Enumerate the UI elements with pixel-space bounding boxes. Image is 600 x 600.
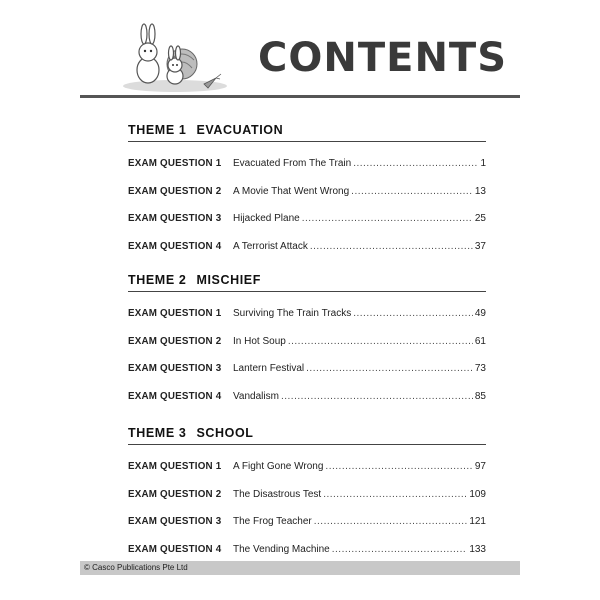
page-number: 37 — [474, 240, 486, 252]
page-number: 73 — [474, 363, 486, 374]
page-number: 109 — [469, 488, 486, 500]
copyright-footer: © Casco Publications Pte Ltd — [80, 561, 520, 575]
question-title: A Fight Gone Wrong — [233, 461, 324, 472]
question-label: EXAM QUESTION 3 — [128, 516, 222, 527]
question-title: A Movie That Went Wrong — [233, 185, 350, 197]
page-number: 13 — [474, 185, 486, 197]
question-title: A Terrorist Attack — [233, 240, 308, 252]
theme-number: THEME 1 — [128, 123, 187, 137]
question-title: In Hot Soup — [233, 335, 286, 347]
question-title: The Disastrous Test — [233, 488, 322, 500]
theme-section — [128, 273, 486, 410]
theme-number: THEME 2 — [128, 273, 187, 287]
toc-entry[interactable] — [128, 150, 486, 178]
dot-leader — [351, 178, 473, 206]
dot-leader — [323, 481, 467, 509]
question-title: The Frog Teacher — [233, 516, 312, 527]
theme-name: MISCHIEF — [196, 273, 261, 287]
theme-name: EVACUATION — [196, 123, 284, 137]
toc-entry[interactable] — [128, 481, 486, 509]
theme-section — [128, 123, 486, 260]
dot-leader — [332, 536, 468, 564]
question-title: The Vending Machine — [233, 543, 330, 555]
title-divider — [80, 95, 520, 98]
toc-entry[interactable] — [128, 383, 486, 411]
page-number: 1 — [480, 158, 486, 169]
theme-heading — [128, 426, 486, 445]
dot-leader — [281, 383, 473, 411]
theme-number: THEME 3 — [128, 426, 187, 440]
rabbit-small-icon — [167, 46, 183, 84]
dot-leader — [310, 233, 473, 261]
question-label: EXAM QUESTION 2 — [128, 185, 222, 197]
toc-entry[interactable] — [128, 355, 486, 383]
question-title: Evacuated From The Train — [233, 158, 352, 169]
question-title: Vandalism — [233, 390, 279, 402]
question-title: Surviving The Train Tracks — [233, 308, 352, 319]
page-number: 133 — [469, 543, 486, 555]
toc-entry[interactable] — [128, 328, 486, 356]
question-label: EXAM QUESTION 1 — [128, 158, 222, 169]
dot-leader — [302, 205, 473, 233]
question-label: EXAM QUESTION 3 — [128, 213, 222, 224]
page-number: 97 — [474, 461, 486, 472]
question-label: EXAM QUESTION 4 — [128, 240, 222, 252]
page-number: 25 — [474, 213, 486, 224]
page-number: 49 — [474, 308, 486, 319]
question-label: EXAM QUESTION 4 — [128, 390, 222, 402]
rabbit-icon — [137, 24, 159, 83]
page-title: CONTENTS — [258, 35, 508, 81]
toc-entry[interactable] — [128, 233, 486, 261]
question-title: Lantern Festival — [233, 363, 305, 374]
dot-leader — [306, 355, 473, 383]
dot-leader — [325, 453, 472, 481]
dot-leader — [353, 300, 473, 328]
dot-leader — [314, 508, 468, 536]
question-label: EXAM QUESTION 2 — [128, 488, 222, 500]
theme-section — [128, 426, 486, 563]
page-number: 61 — [474, 335, 486, 347]
toc-entry[interactable] — [128, 178, 486, 206]
page-number: 121 — [469, 516, 486, 527]
toc-entry[interactable] — [128, 536, 486, 564]
dot-leader — [353, 150, 478, 178]
dot-leader — [288, 328, 473, 356]
rabbits-illustration — [120, 20, 230, 95]
toc-entry[interactable] — [128, 508, 486, 536]
theme-heading — [128, 123, 486, 142]
theme-heading — [128, 273, 486, 292]
question-label: EXAM QUESTION 3 — [128, 363, 222, 374]
page-number: 85 — [474, 390, 486, 402]
toc-entry[interactable] — [128, 300, 486, 328]
question-label: EXAM QUESTION 2 — [128, 335, 222, 347]
theme-name: SCHOOL — [196, 426, 254, 440]
toc-entry[interactable] — [128, 453, 486, 481]
toc-entry[interactable] — [128, 205, 486, 233]
question-title: Hijacked Plane — [233, 213, 300, 224]
question-label: EXAM QUESTION 1 — [128, 308, 222, 319]
question-label: EXAM QUESTION 4 — [128, 543, 222, 555]
question-label: EXAM QUESTION 1 — [128, 461, 222, 472]
